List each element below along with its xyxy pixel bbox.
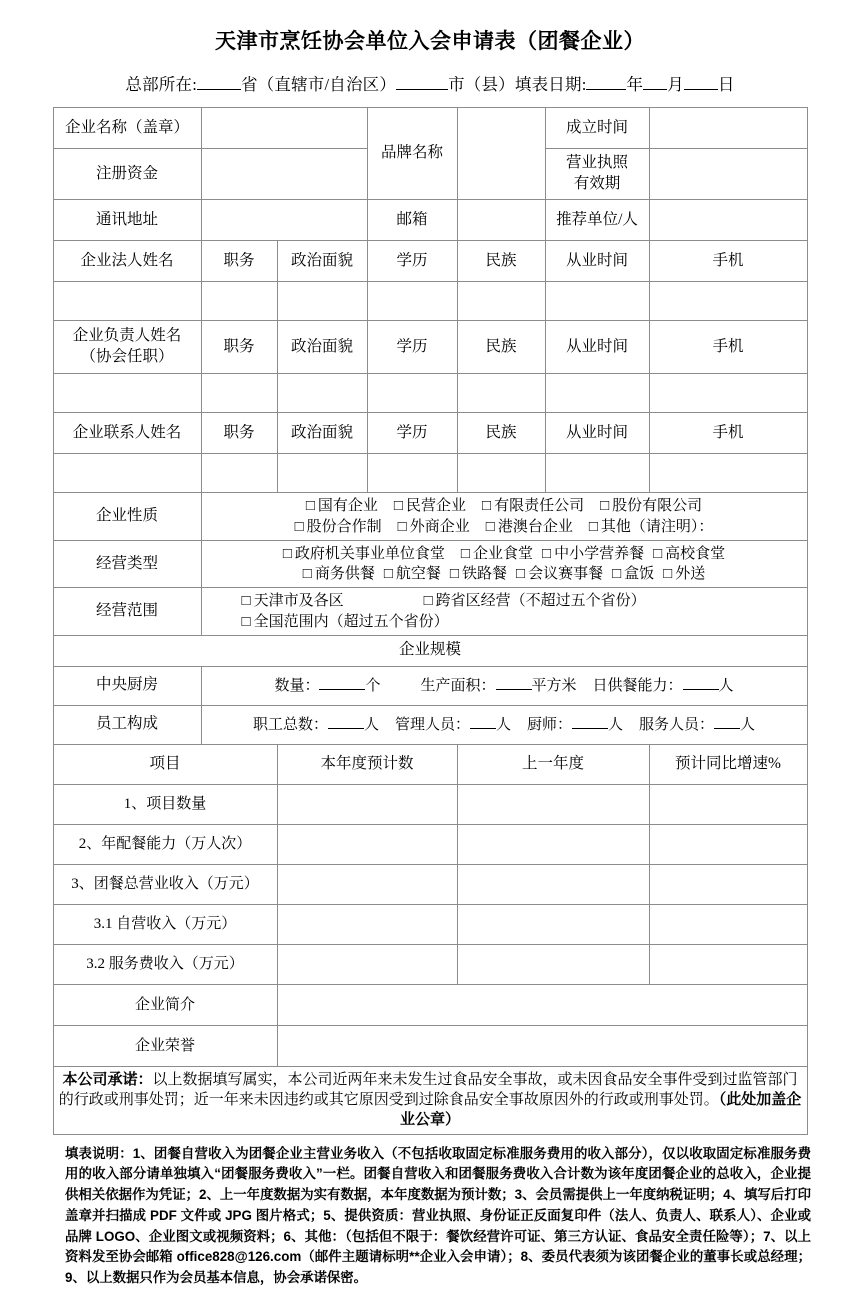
month-unit: 月 [667,75,684,95]
project-growth-rate-input[interactable] [649,864,807,904]
table-row-staff-composition [53,705,807,744]
staff-composition-fields [201,705,807,744]
commitment-body: 以上数据填写属实，本公司近两年来未发生过食品安全事故，或未因食品安全事件受到过监管部门的行政或刑事处罚；近一年来未因违约或其它原因受到过除食品安全事故原因外的行政或刑事处罚。 [58,1071,798,1109]
checkbox-icon: □ [588,518,598,535]
contact-political-input[interactable] [277,454,367,493]
contact-name-input[interactable] [53,454,201,493]
table-row-project-header [53,744,807,784]
staff-service-input[interactable] [714,728,740,729]
checkbox-icon: □ [542,545,552,562]
year-unit: 年 [626,75,644,95]
project-previous-year-input[interactable] [457,784,649,824]
email-label: 邮箱 [367,200,457,241]
company-profile-label: 企业简介 [53,984,277,1025]
city-suffix: 市（县） [448,75,515,95]
checkbox-icon: □ [449,566,459,583]
checkbox-icon: □ [305,498,315,515]
project-growth-rate-input[interactable] [649,904,807,944]
manager-mobile-label: 手机 [649,321,807,374]
contact-education-label: 学历 [367,413,457,454]
manager-ethnicity-label: 民族 [457,321,545,374]
manager-name-input[interactable] [53,374,201,413]
month-input[interactable] [643,89,667,90]
checkbox-nationwide[interactable] [242,614,449,630]
business-scope-label: 经营范围 [53,588,201,636]
checkbox-icon: □ [397,518,407,535]
registered-capital-label: 注册资金 [53,149,201,200]
manager-political-input[interactable] [277,374,367,413]
table-row-service-fee-revenue [53,944,807,984]
checkbox-other-nature[interactable] [589,519,714,535]
staff-chef-input[interactable] [572,728,608,729]
commitment-statement [53,1066,807,1134]
checkbox-state-owned[interactable] [306,498,378,514]
table-row-central-kitchen [53,666,807,705]
legal-person-work-years-label: 从业时间 [545,241,649,282]
legal-person-position-input[interactable] [201,282,277,321]
checkbox-limited-liability[interactable] [482,498,584,514]
legal-person-mobile-label: 手机 [649,241,807,282]
project-row-label: 2、年配餐能力（万人次） [53,824,277,864]
checkbox-icon: □ [383,566,393,583]
manager-position-input[interactable] [201,374,277,413]
contact-position-input[interactable] [201,454,277,493]
checkbox-label: 全国范围内（超过五个省份） [253,613,449,630]
checkbox-icon: □ [282,545,292,562]
table-row-address [53,200,807,241]
kitchen-area-label: 生产面积： [420,677,496,694]
city-input[interactable] [396,89,448,90]
contact-mobile-input[interactable] [649,454,807,493]
fill-date-label: 填表日期: [514,75,587,95]
address-input[interactable] [201,200,367,241]
commitment-lead: 本公司承诺： [62,1071,153,1088]
company-name-label: 企业名称（盖章） [53,108,201,149]
established-date-input[interactable] [649,108,807,149]
license-validity-label-line1: 营业执照 [565,154,628,172]
company-nature-options-line2 [206,517,803,537]
brand-name-label: 品牌名称 [367,108,457,200]
contact-political-label: 政治面貌 [277,413,367,454]
checkbox-label: 外送 [675,566,706,583]
staff-composition-label: 员工构成 [53,705,201,744]
table-row-business-scope [53,588,807,636]
project-growth-rate-input[interactable] [649,824,807,864]
checkbox-icon: □ [294,518,304,535]
contact-ethnicity-input[interactable] [457,454,545,493]
table-row-self-operated-revenue [53,904,807,944]
contact-label: 企业联系人姓名 [53,413,201,454]
checkbox-label: 外商企业 [409,518,470,535]
staff-total-input[interactable] [328,728,364,729]
legal-person-ethnicity-input[interactable] [457,282,545,321]
manager-ethnicity-input[interactable] [457,374,545,413]
checkbox-icon: □ [460,545,470,562]
legal-person-name-input[interactable] [53,282,201,321]
table-row-legal-person-header [53,241,807,282]
central-kitchen-label: 中央厨房 [53,666,201,705]
table-row-scale-header [53,635,807,666]
checkbox-label: 其他（请注明）： [600,518,714,535]
company-name-input[interactable] [201,108,367,149]
email-input[interactable] [457,200,545,241]
contact-ethnicity-label: 民族 [457,413,545,454]
checkbox-label: 有限责任公司 [494,498,585,515]
growth-rate-column-header: 预计同比增速% [649,744,807,784]
checkbox-conference-event-meal[interactable] [516,566,603,582]
page-title: 天津市烹饪协会单位入会申请表（团餐企业） [215,29,645,53]
business-type-options-line2 [206,564,803,584]
checkbox-label: 中小学营养餐 [554,545,645,562]
manager-label-line2: （协会任职） [80,348,174,366]
checkbox-boxed-meal[interactable] [612,566,654,582]
checkbox-tianjin-districts[interactable] [242,593,344,609]
contact-position-label: 职务 [201,413,277,454]
legal-person-work-years-input[interactable] [545,282,649,321]
staff-management-label: 管理人员： [394,716,470,733]
checkbox-icon: □ [241,613,251,630]
project-previous-year-input[interactable] [457,904,649,944]
checkbox-school-nutrition-meal[interactable] [542,546,644,562]
staff-total-unit: 人 [363,716,379,733]
license-validity-label [545,149,649,200]
province-input[interactable] [197,89,241,90]
province-suffix: 省（直辖市/自治区） [240,75,397,95]
checkbox-stock-cooperative[interactable] [295,519,382,535]
business-scope-options-line1 [242,591,803,611]
contact-work-years-input[interactable] [545,454,649,493]
manager-work-years-label: 从业时间 [545,321,649,374]
legal-person-label: 企业法人姓名 [53,241,201,282]
legal-person-education-input[interactable] [367,282,457,321]
recommender-label: 推荐单位/人 [545,200,649,241]
project-column-header: 项目 [53,744,277,784]
current-year-column-header: 本年度预计数 [277,744,457,784]
year-input[interactable] [586,89,626,90]
checkbox-icon: □ [302,566,312,583]
checkbox-icon: □ [600,498,610,515]
checkbox-label: 民营企业 [405,498,466,515]
company-nature-options [201,493,807,541]
table-row-company-name [53,108,807,149]
table-row-contact-header [53,413,807,454]
day-input[interactable] [684,89,718,90]
company-profile-input[interactable] [277,984,807,1025]
kitchen-area-unit: 平方米 [531,677,577,694]
project-previous-year-input[interactable] [457,864,649,904]
table-row-company-honor [53,1025,807,1066]
business-type-options [201,540,807,588]
checkbox-private[interactable] [394,498,466,514]
project-previous-year-input[interactable] [457,944,649,984]
project-current-year-input[interactable] [277,944,457,984]
checkbox-label: 高校食堂 [665,545,726,562]
table-row-project-count [53,784,807,824]
table-row-contact-values [53,454,807,493]
table-row-annual-meal-capacity [53,824,807,864]
project-row-label: 3.1 自营收入（万元） [53,904,277,944]
checkbox-hmt-enterprise[interactable] [486,519,573,535]
checkbox-icon: □ [653,545,663,562]
checkbox-label: 国有企业 [317,498,378,515]
business-scope-options-line2 [242,612,803,632]
legal-person-political-input[interactable] [277,282,367,321]
project-current-year-input[interactable] [277,824,457,864]
registered-capital-input[interactable] [201,149,367,200]
legal-person-position-label: 职务 [201,241,277,282]
business-type-label: 经营类型 [53,540,201,588]
table-row-business-type [53,540,807,588]
address-label: 通讯地址 [53,200,201,241]
checkbox-label: 企业食堂 [472,545,533,562]
manager-work-years-input[interactable] [545,374,649,413]
manager-mobile-input[interactable] [649,374,807,413]
project-row-label: 1、项目数量 [53,784,277,824]
manager-position-label: 职务 [201,321,277,374]
kitchen-quantity-input[interactable] [319,689,365,690]
legal-person-political-label: 政治面貌 [277,241,367,282]
license-validity-label-line2: 有效期 [573,175,621,193]
company-nature-options-line1 [206,496,803,516]
header-location-date-line [0,71,860,95]
license-validity-input[interactable] [649,149,807,200]
business-scope-options [201,588,807,636]
established-date-label: 成立时间 [545,108,649,149]
kitchen-quantity-unit: 个 [365,677,381,694]
legal-person-mobile-input[interactable] [649,282,807,321]
checkbox-label: 跨省区经营（不超过五个省份） [435,593,646,610]
kitchen-area-input[interactable] [496,689,532,690]
kitchen-capacity-label: 日供餐能力： [592,677,683,694]
table-row-manager-header [53,321,807,374]
company-nature-label: 企业性质 [53,493,201,541]
staff-service-label: 服务人员： [639,716,715,733]
table-row-total-revenue [53,864,807,904]
checkbox-label: 会议赛事餐 [528,566,604,583]
manager-education-label: 学历 [367,321,457,374]
table-row-commitment [53,1066,807,1134]
project-previous-year-input[interactable] [457,824,649,864]
form-instructions [49,1144,811,1289]
manager-education-input[interactable] [367,374,457,413]
kitchen-capacity-input[interactable] [683,689,719,690]
project-growth-rate-input[interactable] [649,944,807,984]
staff-total-label: 职工总数： [252,716,328,733]
checkbox-icon: □ [393,498,403,515]
staff-chef-unit: 人 [608,716,624,733]
kitchen-capacity-unit: 人 [718,677,734,694]
staff-service-unit: 人 [740,716,756,733]
checkbox-label: 铁路餐 [461,566,507,583]
brand-name-input[interactable] [457,108,545,200]
staff-management-unit: 人 [495,716,511,733]
checkbox-delivery[interactable] [663,566,705,582]
checkbox-icon: □ [241,593,251,610]
checkbox-airline-meal[interactable] [384,566,441,582]
checkbox-joint-stock[interactable] [600,498,702,514]
application-form-table [53,107,808,1134]
checkbox-business-catering[interactable] [303,566,375,582]
checkbox-label: 港澳台企业 [497,518,573,535]
day-unit: 日 [717,75,735,95]
table-row-company-nature [53,493,807,541]
instructions-body: 1、团餐自营收入为团餐企业主营业务收入（不包括收取固定标准服务费用的收入部分），仅以收取固定标准服务费用的收入部分请单独填入“团餐服务费收入”一栏。团餐自营收入和团餐服务费收入合计数为该年度团餐企业的总收入，企业提供相关依据作为凭证；2、上一年度数据为实有数据，本年度数据为预计数；3、会员需提供上一年度纳税证明；4、填写后打印盖章并扫描成 PDF 文件或 JPG 图片格式；5、提供资质：营业执照、身份证正反面复印件（法人、负责人、联系人）、企业或品牌 LOGO、企业图文或视频资料；6、其他：（包括但不限于：餐饮经营许可证、第三方认证、食品安全责任险等）；7、以上资料发至协会邮箱 office828@126.com（邮件主题请标明**企业入会申请）；8、委员代表须为该团餐企业的董事长或总经理；9、以上数据只作为会员基本信息，协会承诺保密。 [65,1145,811,1286]
project-row-label: 3.2 服务费收入（万元） [53,944,277,984]
checkbox-label: 股份有限公司 [612,498,703,515]
kitchen-quantity-label: 数量： [274,677,320,694]
checkbox-government-canteen[interactable] [283,546,445,562]
business-type-options-line1 [206,544,803,564]
contact-education-input[interactable] [367,454,457,493]
checkbox-label: 股份合作制 [306,518,382,535]
checkbox-label: 政府机关事业单位食堂 [294,545,445,562]
manager-label [53,321,201,374]
checkbox-icon: □ [612,566,622,583]
project-current-year-input[interactable] [277,904,457,944]
checkbox-label: 航空餐 [395,566,441,583]
project-current-year-input[interactable] [277,864,457,904]
checkbox-label: 天津市及各区 [253,593,344,610]
checkbox-foreign-invested[interactable] [398,519,470,535]
checkbox-label: 盒饭 [624,566,655,583]
table-row-legal-person-values [53,282,807,321]
contact-mobile-label: 手机 [649,413,807,454]
central-kitchen-fields [201,666,807,705]
form-page [0,28,860,1286]
contact-work-years-label: 从业时间 [545,413,649,454]
table-row-manager-values [53,374,807,413]
checkbox-cross-province[interactable] [424,593,646,609]
instructions-lead: 填表说明： [65,1145,133,1161]
staff-management-input[interactable] [470,728,496,729]
previous-year-column-header: 上一年度 [457,744,649,784]
company-honor-input[interactable] [277,1025,807,1066]
checkbox-railway-meal[interactable] [450,566,507,582]
commitment-seal-note: （此处加盖企业公章） [399,1092,802,1129]
legal-person-education-label: 学历 [367,241,457,282]
checkbox-icon: □ [663,566,673,583]
recommender-input[interactable] [649,200,807,241]
staff-chef-label: 厨师： [527,716,573,733]
checkbox-icon: □ [485,518,495,535]
checkbox-enterprise-canteen[interactable] [461,546,533,562]
project-growth-rate-input[interactable] [649,784,807,824]
legal-person-ethnicity-label: 民族 [457,241,545,282]
project-row-label: 3、团餐总营业收入（万元） [53,864,277,904]
table-row-company-profile [53,984,807,1025]
project-current-year-input[interactable] [277,784,457,824]
checkbox-icon: □ [423,593,433,610]
company-honor-label: 企业荣誉 [53,1025,277,1066]
headquarters-label: 总部所在: [125,75,197,95]
scale-section-header: 企业规模 [53,635,807,666]
checkbox-university-canteen[interactable] [653,546,725,562]
checkbox-icon: □ [516,566,526,583]
manager-political-label: 政治面貌 [277,321,367,374]
manager-label-line1: 企业负责人姓名 [72,327,182,345]
checkbox-icon: □ [482,498,492,515]
checkbox-label: 商务供餐 [314,566,375,583]
